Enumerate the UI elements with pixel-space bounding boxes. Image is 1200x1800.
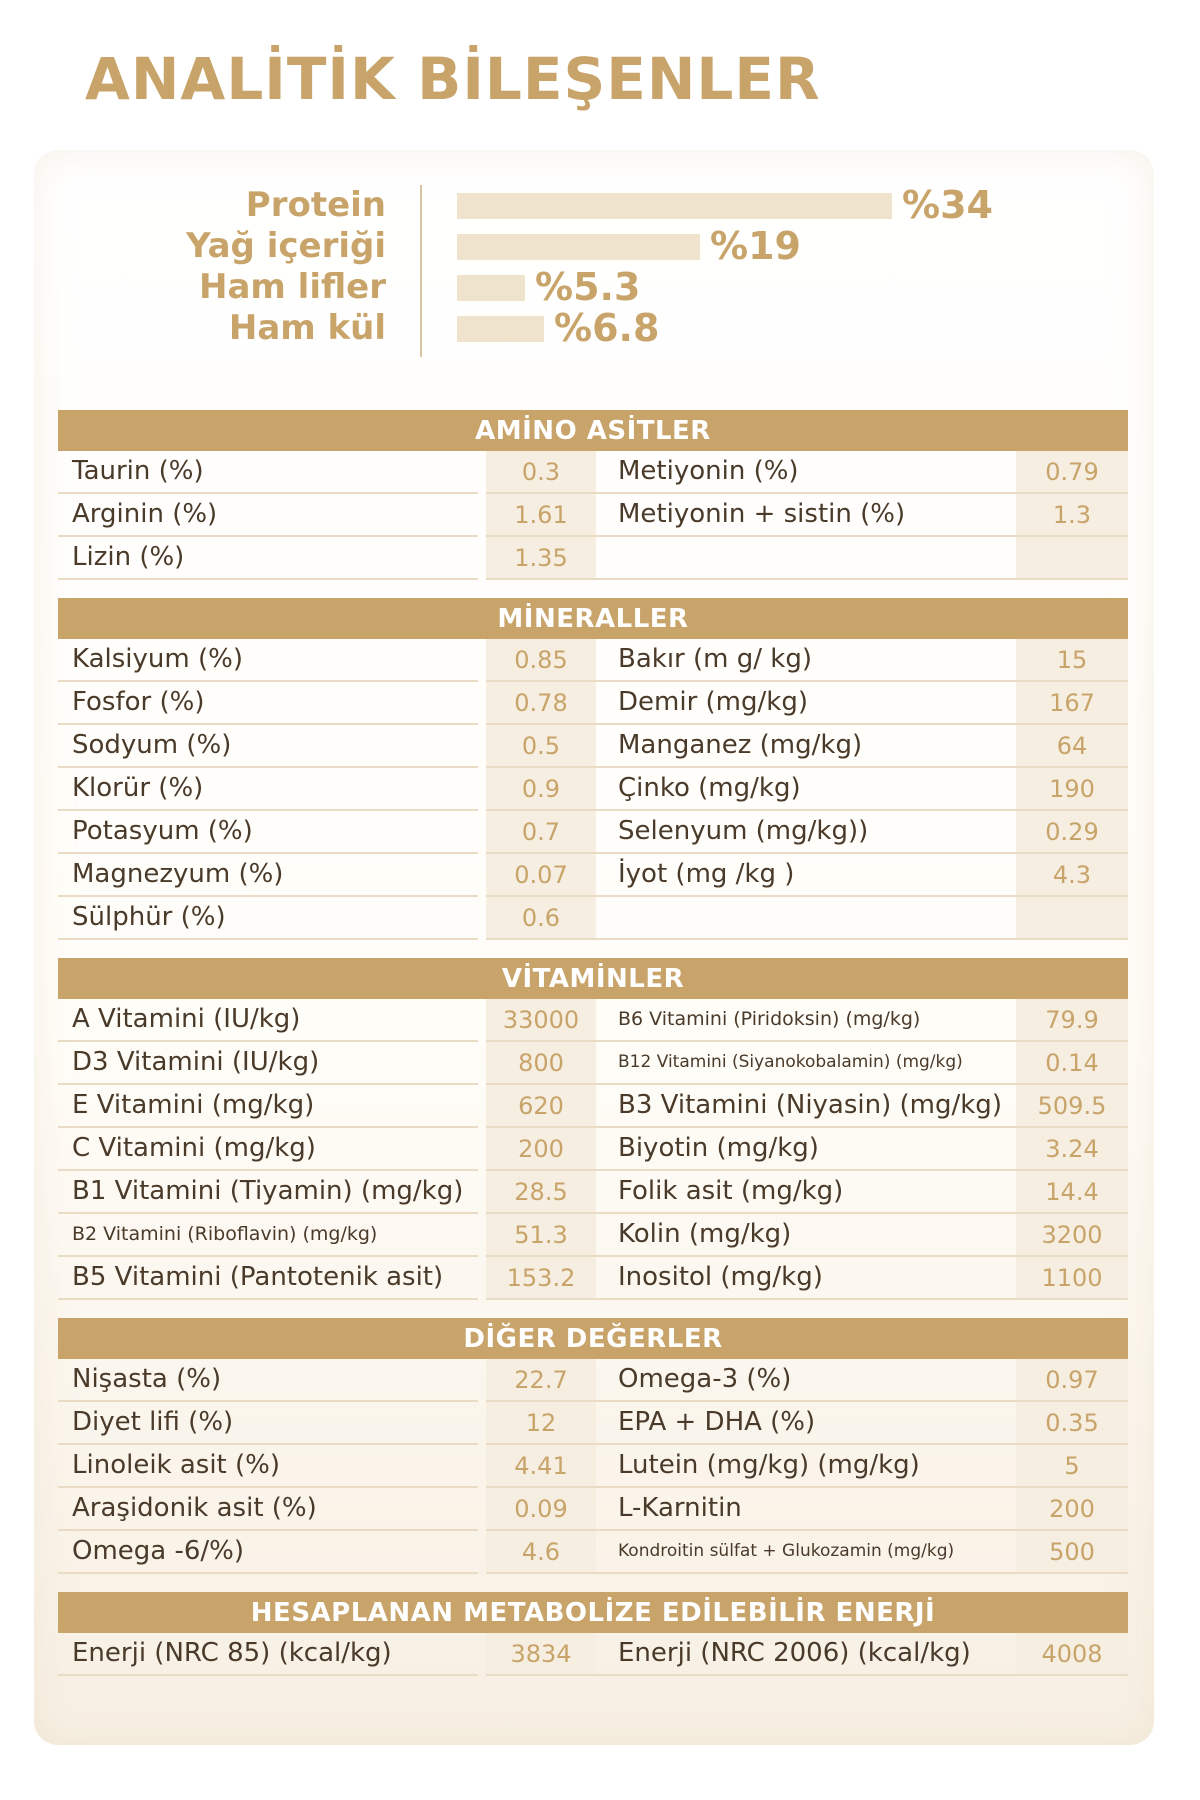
nutrient-label: Manganez (mg/kg) [596, 725, 1016, 768]
analytic-value: %34 [902, 183, 993, 227]
nutrient-label: Omega -6/%) [58, 1531, 478, 1574]
nutrient-label: Kondroitin sülfat + Glukozamin (mg/kg) [596, 1531, 1016, 1574]
nutrient-label: B6 Vitamini (Piridoksin) (mg/kg) [596, 999, 1016, 1042]
nutrient-value: 0.5 [486, 725, 596, 768]
nutrient-value: 79.9 [1016, 999, 1128, 1042]
section-header: MİNERALLER [58, 598, 1128, 639]
analytic-label: Ham lifler [199, 267, 386, 307]
table-row [58, 1402, 1128, 1445]
nutrient-label: Sodyum (%) [58, 725, 478, 768]
nutrient-value: 0.07 [486, 854, 596, 897]
analytic-bars [0, 185, 1200, 360]
nutrient-label [596, 537, 1016, 580]
nutrient-label: Araşidonik asit (%) [58, 1488, 478, 1531]
nutrient-label: Demir (mg/kg) [596, 682, 1016, 725]
nutrient-label: Kolin (mg/kg) [596, 1214, 1016, 1257]
nutrient-label: Enerji (NRC 2006) (kcal/kg) [596, 1633, 1016, 1676]
section-header: VİTAMİNLER [58, 958, 1128, 999]
nutrient-label: Sülphür (%) [58, 897, 478, 940]
analytic-value: %6.8 [554, 306, 660, 350]
nutrient-value: 190 [1016, 768, 1128, 811]
analytic-value: %5.3 [535, 265, 641, 309]
nutrient-value: 153.2 [486, 1257, 596, 1300]
nutrient-value: 167 [1016, 682, 1128, 725]
section-header: AMİNO ASİTLER [58, 410, 1128, 451]
nutrient-label [596, 897, 1016, 940]
nutrient-label: Bakır (m g/ kg) [596, 639, 1016, 682]
nutrient-value: 15 [1016, 639, 1128, 682]
nutrient-value: 509.5 [1016, 1085, 1128, 1128]
table-section [58, 958, 1128, 1300]
table-row [58, 451, 1128, 494]
table-row [58, 897, 1128, 940]
nutrient-label: Linoleik asit (%) [58, 1445, 478, 1488]
nutrient-label: Lizin (%) [58, 537, 478, 580]
nutrient-value: 3.24 [1016, 1128, 1128, 1171]
nutrient-label: Fosfor (%) [58, 682, 478, 725]
nutrient-value: 28.5 [486, 1171, 596, 1214]
nutrient-label: B12 Vitamini (Siyanokobalamin) (mg/kg) [596, 1042, 1016, 1085]
nutrient-label: D3 Vitamini (IU/kg) [58, 1042, 478, 1085]
nutrient-value: 1100 [1016, 1257, 1128, 1300]
nutrient-value: 0.78 [486, 682, 596, 725]
nutrient-value: 0.09 [486, 1488, 596, 1531]
nutrient-value: 0.3 [486, 451, 596, 494]
table-row [58, 1445, 1128, 1488]
table-row [58, 1257, 1128, 1300]
analytic-row-ash [0, 308, 1200, 348]
analytic-row-protein [0, 185, 1200, 225]
nutrient-label: Lutein (mg/kg) (mg/kg) [596, 1445, 1016, 1488]
nutrient-value: 3834 [486, 1633, 596, 1676]
nutrient-label: B2 Vitamini (Riboflavin) (mg/kg) [58, 1214, 478, 1257]
nutrient-label: L-Karnitin [596, 1488, 1016, 1531]
nutrient-label: Inositol (mg/kg) [596, 1257, 1016, 1300]
nutrient-value: 800 [486, 1042, 596, 1085]
nutrient-label: A Vitamini (IU/kg) [58, 999, 478, 1042]
nutrient-label: Diyet lifi (%) [58, 1402, 478, 1445]
nutrient-value: 620 [486, 1085, 596, 1128]
table-row [58, 537, 1128, 580]
section-header: DİĞER DEĞERLER [58, 1318, 1128, 1359]
table-row [58, 999, 1128, 1042]
nutrient-label: Biyotin (mg/kg) [596, 1128, 1016, 1171]
table-row [58, 1128, 1128, 1171]
table-row [58, 854, 1128, 897]
nutrient-value: 4.6 [486, 1531, 596, 1574]
nutrient-value: 500 [1016, 1531, 1128, 1574]
nutrient-value: 0.35 [1016, 1402, 1128, 1445]
table-row [58, 1042, 1128, 1085]
nutrient-label: Enerji (NRC 85) (kcal/kg) [58, 1633, 478, 1676]
nutrient-value: 0.85 [486, 639, 596, 682]
page-title: ANALİTİK BİLEŞENLER [85, 45, 821, 113]
nutrient-value: 14.4 [1016, 1171, 1128, 1214]
table-row [58, 1359, 1128, 1402]
nutrient-value: 12 [486, 1402, 596, 1445]
nutrient-label: Arginin (%) [58, 494, 478, 537]
nutrient-value: 0.6 [486, 897, 596, 940]
nutrient-value: 200 [486, 1128, 596, 1171]
nutrient-value [1016, 537, 1128, 580]
nutrient-label: EPA + DHA (%) [596, 1402, 1016, 1445]
nutrient-value: 1.3 [1016, 494, 1128, 537]
nutrient-label: Folik asit (mg/kg) [596, 1171, 1016, 1214]
table-section [58, 410, 1128, 580]
nutrient-label: B3 Vitamini (Niyasin) (mg/kg) [596, 1085, 1016, 1128]
analytic-label: Ham kül [228, 308, 386, 348]
nutrient-value: 4.3 [1016, 854, 1128, 897]
nutrient-value: 0.97 [1016, 1359, 1128, 1402]
nutrient-label: Nişasta (%) [58, 1359, 478, 1402]
table-row [58, 725, 1128, 768]
nutrient-label: C Vitamini (mg/kg) [58, 1128, 478, 1171]
nutrient-label: Potasyum (%) [58, 811, 478, 854]
composition-tables [58, 410, 1128, 1694]
nutrient-value: 0.79 [1016, 451, 1128, 494]
analytic-bar [457, 193, 892, 219]
table-row [58, 494, 1128, 537]
analytic-bar [457, 234, 700, 260]
nutrient-value: 5 [1016, 1445, 1128, 1488]
nutrient-label: B1 Vitamini (Tiyamin) (mg/kg) [58, 1171, 478, 1214]
nutrient-label: Taurin (%) [58, 451, 478, 494]
nutrient-label: Klorür (%) [58, 768, 478, 811]
nutrient-label: Metiyonin (%) [596, 451, 1016, 494]
nutrient-value: 200 [1016, 1488, 1128, 1531]
nutrient-value: 4.41 [486, 1445, 596, 1488]
nutrient-value [1016, 897, 1128, 940]
table-row [58, 1488, 1128, 1531]
nutrient-value: 33000 [486, 999, 596, 1042]
nutrient-label: Çinko (mg/kg) [596, 768, 1016, 811]
table-section [58, 598, 1128, 940]
nutrient-label: İyot (mg /kg ) [596, 854, 1016, 897]
nutrient-label: Selenyum (mg/kg)) [596, 811, 1016, 854]
analytic-bar [457, 275, 525, 301]
table-row [58, 1214, 1128, 1257]
nutrient-value: 0.7 [486, 811, 596, 854]
section-header: HESAPLANAN METABOLİZE EDİLEBİLİR ENERJİ [58, 1592, 1128, 1633]
table-row [58, 768, 1128, 811]
nutrient-value: 1.61 [486, 494, 596, 537]
analytic-row-fat [0, 226, 1200, 266]
nutrient-label: Kalsiyum (%) [58, 639, 478, 682]
nutrient-label: Magnezyum (%) [58, 854, 478, 897]
table-row [58, 1171, 1128, 1214]
nutrient-value: 0.9 [486, 768, 596, 811]
table-section [58, 1592, 1128, 1676]
analytic-value: %19 [710, 224, 801, 268]
nutrient-value: 22.7 [486, 1359, 596, 1402]
nutrient-value: 0.14 [1016, 1042, 1128, 1085]
table-row [58, 682, 1128, 725]
nutrient-label: E Vitamini (mg/kg) [58, 1085, 478, 1128]
nutrient-value: 51.3 [486, 1214, 596, 1257]
table-row [58, 1633, 1128, 1676]
table-row [58, 811, 1128, 854]
table-row [58, 1085, 1128, 1128]
analytic-row-fiber [0, 267, 1200, 307]
analytic-label: Yağ içeriği [186, 226, 386, 266]
nutrient-value: 0.29 [1016, 811, 1128, 854]
nutrient-value: 4008 [1016, 1633, 1128, 1676]
analytic-bar [457, 316, 544, 342]
nutrient-value: 64 [1016, 725, 1128, 768]
nutrient-value: 1.35 [486, 537, 596, 580]
nutrient-label: B5 Vitamini (Pantotenik asit) [58, 1257, 478, 1300]
table-row [58, 1531, 1128, 1574]
analytic-label: Protein [245, 185, 386, 225]
table-section [58, 1318, 1128, 1574]
nutrient-label: Metiyonin + sistin (%) [596, 494, 1016, 537]
table-row [58, 639, 1128, 682]
nutrient-value: 3200 [1016, 1214, 1128, 1257]
nutrient-label: Omega-3 (%) [596, 1359, 1016, 1402]
